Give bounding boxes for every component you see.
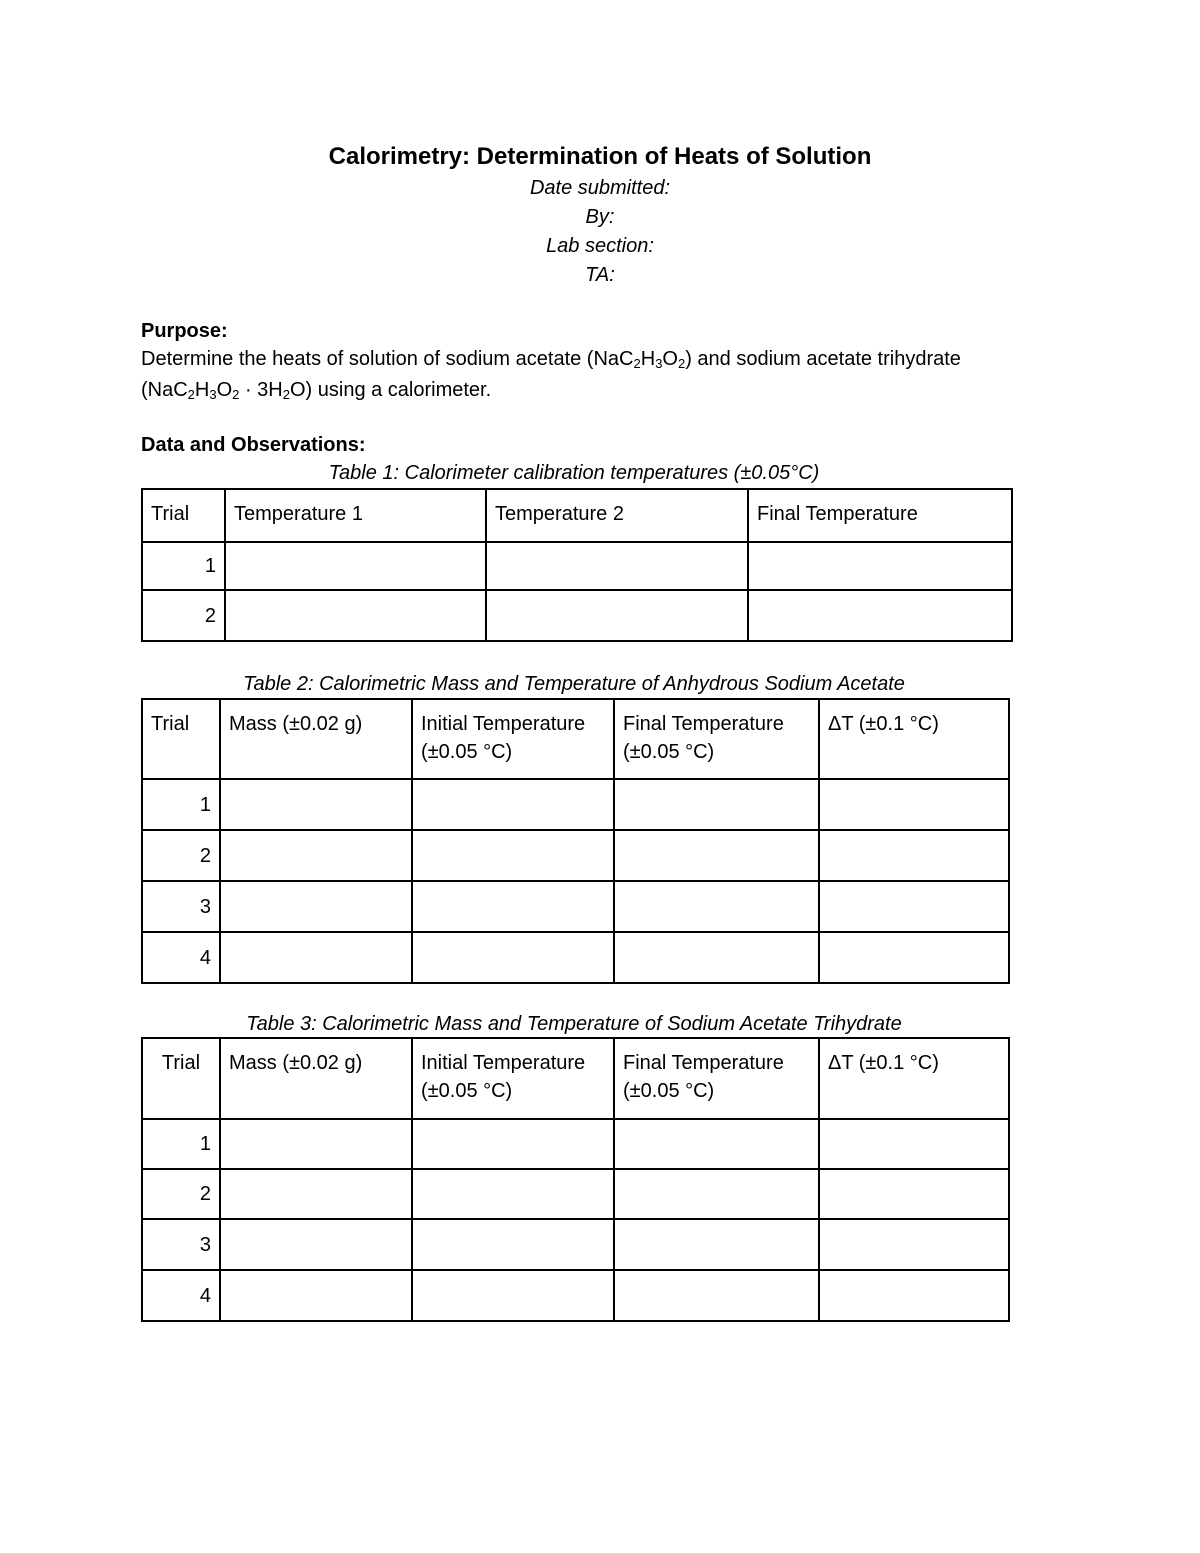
lab-section-label: Lab section: — [546, 235, 654, 257]
trial-number: 3 — [142, 881, 220, 932]
table1-header-final: Final Temperature — [748, 489, 1012, 542]
table-cell[interactable] — [220, 1169, 412, 1219]
table-row — [142, 1169, 1009, 1219]
table-cell[interactable] — [819, 881, 1009, 932]
table3-header-row — [142, 1038, 1009, 1119]
table-cell[interactable] — [819, 830, 1009, 881]
table2-header-final: Final Temperature (±0.05 °C) — [614, 699, 819, 779]
table-cell[interactable] — [225, 542, 486, 590]
table-cell[interactable] — [614, 1270, 819, 1321]
table-cell[interactable] — [486, 590, 748, 641]
table1-header-temp1: Temperature 1 — [225, 489, 486, 542]
table3-header-delta: ΔT (±0.1 °C) — [819, 1038, 1009, 1119]
table1-header-row — [142, 489, 1012, 542]
table-cell[interactable] — [819, 932, 1009, 983]
table-row — [142, 830, 1009, 881]
trial-number: 4 — [142, 932, 220, 983]
table2-header-trial: Trial — [142, 699, 220, 779]
table3-header-trial: Trial — [142, 1038, 220, 1119]
table-row — [142, 1119, 1009, 1169]
trial-number: 4 — [142, 1270, 220, 1321]
trial-number: 1 — [142, 779, 220, 830]
table-cell[interactable] — [225, 590, 486, 641]
ta-label: TA: — [585, 264, 615, 286]
table-row — [142, 881, 1009, 932]
table-cell[interactable] — [819, 1119, 1009, 1169]
purpose-line-2: $(NaC_2H_3O_2 \cdot 3H_2O)$ using a calorimeter. — [141, 379, 492, 402]
table-cell[interactable] — [614, 830, 819, 881]
trial-number: 2 — [142, 590, 225, 641]
table-cell[interactable] — [412, 1219, 614, 1270]
table2-caption: Table 2: Calorimetric Mass and Temperature of Anhydrous Sodium Acetate — [243, 673, 905, 695]
table-cell[interactable] — [412, 830, 614, 881]
table-cell[interactable] — [748, 590, 1012, 641]
purpose-line-1: Determine the heats of solution of sodium acetate $(NaC_2H_3O_2)$ and sodium acetate trihydrate — [141, 348, 961, 371]
table-cell[interactable] — [220, 881, 412, 932]
trial-number: 3 — [142, 1219, 220, 1270]
table3-header-initial: Initial Temperature (±0.05 °C) — [412, 1038, 614, 1119]
table-cell[interactable] — [220, 1219, 412, 1270]
table-cell[interactable] — [220, 1270, 412, 1321]
table-cell[interactable] — [412, 1119, 614, 1169]
table-cell[interactable] — [614, 881, 819, 932]
table2-header-row — [142, 699, 1009, 779]
date-submitted-label: Date submitted: — [529, 177, 671, 199]
table1 — [141, 488, 1013, 642]
purpose-line-1-text-start: Determine the heats of solution of sodium acetate ( — [141, 348, 594, 370]
page-title: Calorimetry: Determination of Heats of Solution — [328, 143, 872, 170]
table-row — [142, 1270, 1009, 1321]
table-cell[interactable] — [614, 1169, 819, 1219]
table-cell[interactable] — [819, 1169, 1009, 1219]
table-row — [142, 1219, 1009, 1270]
table2-header-delta: ΔT (±0.1 °C) — [819, 699, 1009, 779]
trial-number: 1 — [142, 542, 225, 590]
table-cell[interactable] — [412, 1270, 614, 1321]
table-cell[interactable] — [220, 932, 412, 983]
table-cell[interactable] — [614, 1219, 819, 1270]
table3-caption: Table 3: Calorimetric Mass and Temperature of Sodium Acetate Trihydrate — [246, 1013, 902, 1035]
table2-header-initial: Initial Temperature (±0.05 °C) — [412, 699, 614, 779]
table2-header-mass: Mass (±0.02 g) — [220, 699, 412, 779]
trial-number: 1 — [142, 1119, 220, 1169]
table-cell[interactable] — [614, 779, 819, 830]
table3-header-final: Final Temperature (±0.05 °C) — [614, 1038, 819, 1119]
by-label: By: — [585, 206, 615, 228]
data-heading: Data and Observations: — [141, 434, 366, 456]
purpose-line-2-text-end: ) using a calorimeter. — [305, 379, 492, 401]
table-row — [142, 590, 1012, 641]
table-cell[interactable] — [220, 779, 412, 830]
table-cell[interactable] — [748, 542, 1012, 590]
table3-header-mass: Mass (±0.02 g) — [220, 1038, 412, 1119]
trial-number: 2 — [142, 1169, 220, 1219]
table-cell[interactable] — [220, 1119, 412, 1169]
table-cell[interactable] — [412, 1169, 614, 1219]
table-cell[interactable] — [220, 830, 412, 881]
table-cell[interactable] — [412, 779, 614, 830]
table-cell[interactable] — [614, 932, 819, 983]
trial-number: 2 — [142, 830, 220, 881]
table-cell[interactable] — [412, 881, 614, 932]
table1-header-temp2: Temperature 2 — [486, 489, 748, 542]
table2 — [141, 698, 1010, 984]
table3 — [141, 1037, 1010, 1322]
table-cell[interactable] — [819, 1270, 1009, 1321]
table-row — [142, 779, 1009, 830]
purpose-heading: Purpose: — [141, 320, 228, 342]
purpose-line-1-text-end: ) and sodium acetate trihydrate — [685, 348, 961, 370]
table-row — [142, 932, 1009, 983]
table-cell[interactable] — [486, 542, 748, 590]
table-cell[interactable] — [819, 1219, 1009, 1270]
table-cell[interactable] — [412, 932, 614, 983]
table-cell[interactable] — [819, 779, 1009, 830]
table1-caption: Table 1: Calorimeter calibration temperatures (±0.05°C) — [328, 462, 820, 484]
table1-header-trial: Trial — [142, 489, 225, 542]
table-cell[interactable] — [614, 1119, 819, 1169]
table-row — [142, 542, 1012, 590]
